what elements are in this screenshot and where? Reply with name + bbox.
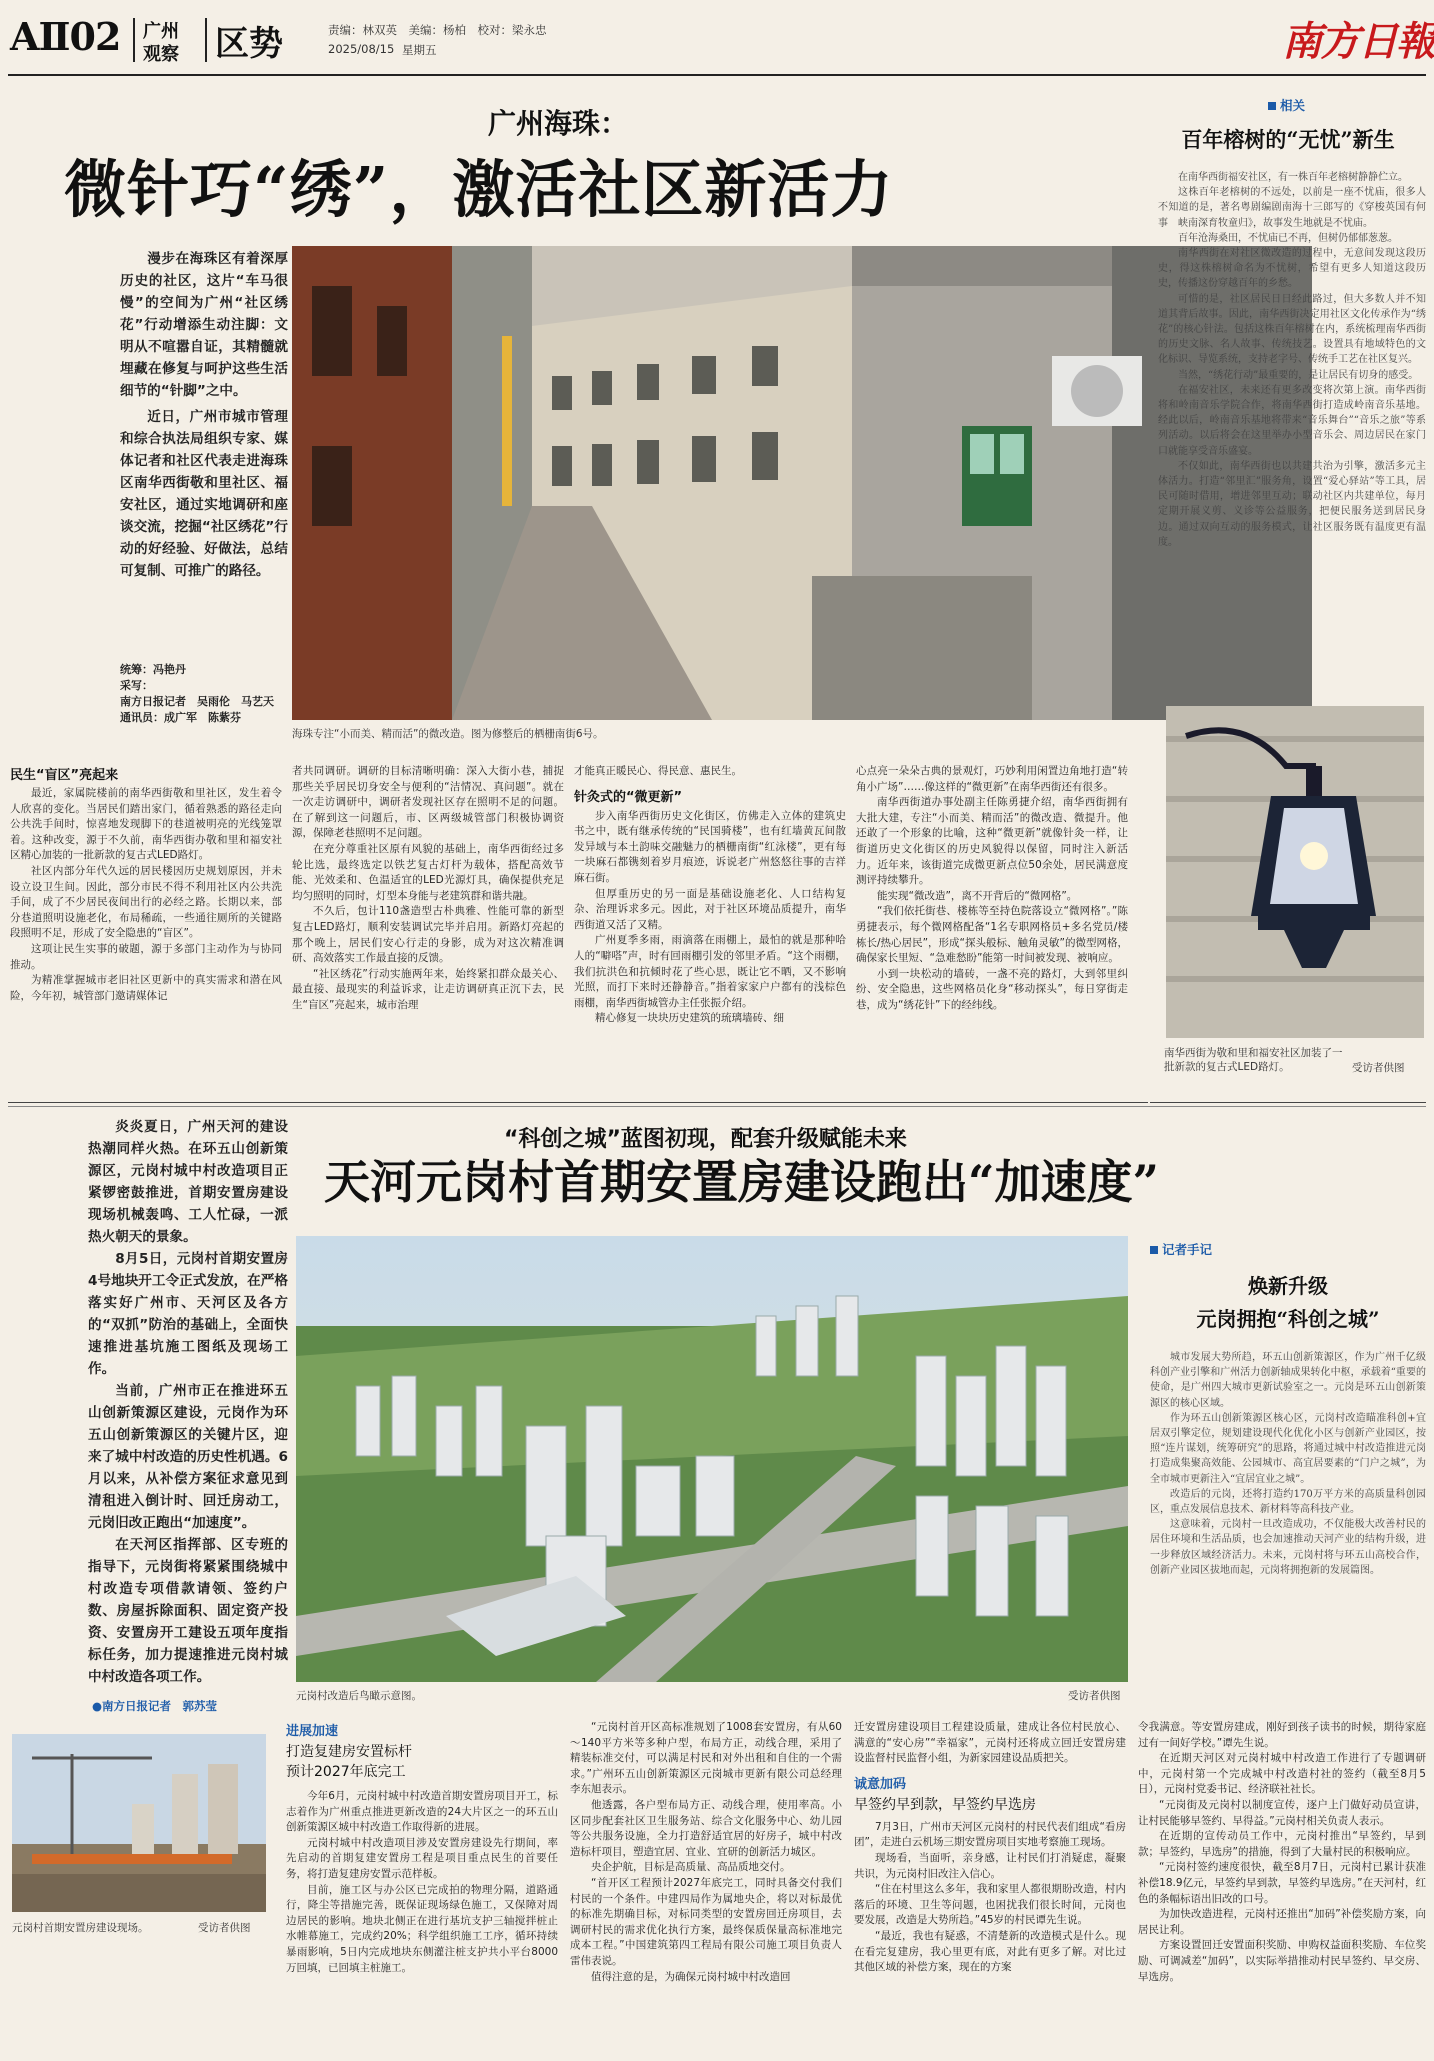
paragraph: 社区内部分年代久远的居民楼因历史规划原因，并未设立设卫生间。因此，部分市民不得不利用社区内公共洗手间，成了不少居民夜间出行的必经之路。长期以来，部分巷道照明设施老化，布局稀疏，一些通往厕所的关键路段照明不足，形成了安全隐患的“盲区”。 xyxy=(10,864,282,940)
paragraph: 现场看，当面听，亲身感，让村民们打消疑虑，凝聚共识，为元岗村旧改注入信心。 xyxy=(854,1851,1126,1880)
story1-column-4 xyxy=(856,764,1128,1102)
paragraph: “元岗街及元岗村以制度宣传，逐户上门做好动员宣讲，让村民能够早签约、早得益。”元岗村相关负责人表示。 xyxy=(1138,1798,1426,1827)
page-code: AⅡ02 xyxy=(10,14,121,59)
paragraph: 精心修复一块块历史建筑的琉璃墙砖、细 xyxy=(595,1012,784,1025)
sidebar-rule xyxy=(1150,1102,1426,1103)
story2-subhead-1-line1: 打造复建房安置标杆 xyxy=(286,1744,412,1760)
notes-title-2: 元岗拥抱“科创之城” xyxy=(1196,1307,1380,1331)
related-title: 百年榕树的“无忧”新生 xyxy=(1181,127,1395,152)
section-rule xyxy=(8,1102,1148,1103)
tag-square-icon xyxy=(1150,1246,1158,1254)
paragraph: 方案设置回迁安置面积奖励、申购权益面积奖励、车位奖励、可调减差“加码”，以实际举措推动村民早签约、早交房、早选房。 xyxy=(1138,1939,1426,1983)
paragraph: 在近期的宣传动员工作中，元岗村推出“早签约，早到款；早签约，早选房”的措施，得到了大量村民的积极响应。 xyxy=(1138,1830,1426,1858)
notes-tag: 记者手记 xyxy=(1150,1240,1426,1258)
notes-title-1: 焕新升级 xyxy=(1248,1274,1328,1298)
paragraph: 在福安社区，未来还有更多改变将次第上演。南华西街将和岭南音乐学院合作，将南华西街打造成岭南音乐基地。经此以后，岭南音乐基地将带来“音乐舞台”“音乐之旅”等系列活动。以后将会在这里举办小型音乐会、周边居民在家门口就能享受音乐盛宴。 xyxy=(1158,384,1426,457)
weekday: 星期五 xyxy=(402,43,437,57)
story2-column-1 xyxy=(286,1720,558,2055)
paragraph: 但厚重历史的另一面是基础设施老化、人口结构复杂、治理诉求多元。因此，对于社区环境品质提升，南华西街道又活了又精。 xyxy=(574,887,846,931)
paragraph: “住在村里这么多年，我和家里人都很期盼改造，村内落后的环境、卫生等问题，也困扰我们很长时间，元岗也要发展，改造是大势所趋。”45岁的村民谭先生说。 xyxy=(854,1883,1126,1927)
paragraph: 为精准掌握城市老旧社区更新中的真实需求和潜在风险，今年初，城管部门邀请媒体记 xyxy=(10,974,282,1002)
paragraph: 心点亮一朵朵古典的景观灯，巧妙利用闲置边角地打造“转角小广场”……像这样的“微更新”在南华西街还有很多。 xyxy=(856,765,1128,793)
paragraph: 这项让民生实事的破题，源于多部门主动作为与协同推动。 xyxy=(10,942,282,971)
editor-line: 责编：林双英 美编：杨柏 校对：梁永忠 xyxy=(328,23,547,37)
paragraph: 令我满意。等安置房建成，刚好到孩子读书的时候，期待家庭过有一间好学校。”谭先生说。 xyxy=(1138,1721,1426,1749)
date: 2025/08/15 xyxy=(328,42,395,56)
paragraph: 小到一块松动的墙砖，一盏不亮的路灯，大到邻里纠纷、安全隐患，这些网格员化身“移动探头”，每日穿街走巷，成为“绣花针”下的经纬线。 xyxy=(856,967,1128,1011)
credit-line: 采写： xyxy=(120,679,153,692)
story1-column-1 xyxy=(10,786,282,1102)
paragraph: “我们依托街巷、楼栋等至持色院落设立“微网格”。”陈勇捷表示，每个微网格配备“1名专职网格员+多名党员/楼栋长/热心居民”，形成“探头般标、触角灵敏”的微型网格，确保家长里短、“急难愁盼”能第一时间被发现、被响应。 xyxy=(856,905,1128,965)
paragraph: 城市发展大势所趋，环五山创新策源区，作为广州千亿级科创产业引擎和广州活力创新轴成果转化中枢，承载着“重要的使命，是广州四大城市更新试验室之一。元岗是环五山创新策源区的核心区域。 xyxy=(1150,1352,1426,1409)
tag-square-icon xyxy=(1268,102,1276,110)
story2-subhead-2-tag: 诚意加码 xyxy=(854,1776,907,1792)
intro-paragraph: 炎炎夏日，广州天河的建设热潮同样火热。在环五山创新策源区，元岗村城中村改造项目正紧锣密鼓推进，首期安置房建设现场机械轰鸣、工人忙碌，一派热火朝天的景象。 xyxy=(88,1119,288,1245)
story2-column-3 xyxy=(854,1720,1126,2055)
paragraph: 央企护航，目标是高质量、高品质地交付。 xyxy=(591,1861,791,1874)
construction-photo-caption: 元岗村首期安置房建设现场。 xyxy=(12,1922,149,1934)
paragraph: 不仅如此，南华西街也以共建共治为引擎，激活多元主体活力。打造“邻里汇”服务角，设置“爱心驿站”等工具，居民可随时借用，增进邻里互动；联动社区内共建单位，每月定期开展义剪、义诊等公益服务，把便民服务送到居民身边。通过双向互动的服务模式，让社区服务既有温度更有温度。 xyxy=(1158,460,1426,548)
paragraph: “首开区工程预计2027年底完工，同时具备交付我们村民的一个条件。中建四局作为属地央企，将以对标最优的标准先期确目标，对标同类型的安置房回迁房项目，去调研村民的需求优化执行方案，最终保质保量高标准地完成本工程。”中国建筑第四工程局有限公司施工项目负责人雷伟表说。 xyxy=(570,1876,842,1967)
aerial-photo-caption: 元岗村改造后鸟瞰示意图。 xyxy=(296,1690,422,1702)
story1-headline: 微针巧“绣”，激活社区新活力 xyxy=(64,153,894,226)
alley-photo-caption: 海珠专注“小而美、精而活”的微改造。图为修整后的栖栅南街6号。 xyxy=(292,728,604,740)
lamp-photo-caption: 南华西街为敬和里和福安社区加装了一批新款的复古式LED路灯。 xyxy=(1164,1047,1343,1073)
story1-subhead-1: 民生“盲区”亮起来 xyxy=(10,768,119,783)
construction-photo-credit: 受访者供图 xyxy=(198,1922,251,1934)
story2-column-2 xyxy=(570,1720,842,2055)
paragraph: 在近期天河区对元岗村城中村改造工作进行了专题调研中，元岗村第一个完成城中村改造村社的签约（截至8月5日），元岗村党委书记、经济联社社长。 xyxy=(1138,1752,1426,1796)
paragraph: 改造后的元岗，还将打造约170万平方米的高质量科创园区，重点发展信息技术、新材料等高科技产业。 xyxy=(1150,1488,1426,1516)
story2-subhead-2-line: 早签约早到款，早签约早选房 xyxy=(854,1796,1036,1813)
header-divider-2 xyxy=(205,18,207,62)
intro-paragraph: 当前，广州市正在推进环五山创新策源区建设，元岗作为环五山创新策源区的关键片区，迎来了城中村改造的历史性机遇。6月以来，从补偿方案征求意见到清租进入倒计时、回迁房动工，元岗旧改正跑出“加速度”。 xyxy=(88,1383,288,1531)
paragraph: 作为环五山创新策源区核心区，元岗村改造瞄准科创+宜居双引擎定位，规划建设现代化优化小区与创新产业园区，按照“连片谋划，统筹研究”的思路，将通过城中村改造推进元岗打造成集聚高效能、公园城市、高宜居要素的“门户之城”，为全市城市更新注入“宜居宜业之城”。 xyxy=(1150,1412,1426,1485)
paragraph: 为加快改造进程，元岗村还推出“加码”补偿奖励方案，向居民让利。 xyxy=(1138,1908,1426,1936)
intro-paragraph: 在天河区指挥部、区专班的指导下，元岗街将紧紧围绕城中村改造专项借款请领、签约户数、房屋拆除面积、固定资产投资、安置房开工建设五项年度指标任务，加力提速推进元岗村城中村改造各项工作。 xyxy=(88,1537,288,1685)
paragraph: 南华西街在对社区微改造的过程中，无意间发现这段历史，得这株榕树命名为不忧树，希望有更多人知道这段历史，传播这份穿越百年的乡愁。 xyxy=(1158,248,1426,290)
story1-subhead-2: 针灸式的“微更新” xyxy=(574,789,683,805)
paragraph: 百年沧海桑田，不忧庙已不再，但树仍郁郁葱葱。 xyxy=(1178,232,1398,244)
street-lamp-photo xyxy=(1166,706,1424,1038)
section-right: 区势 xyxy=(215,24,283,64)
paragraph: 他透露，各户型布局方正、动线合理，使用率高。小区同步配套社区卫生服务站、综合文化服务中心、幼儿园等公共服务设施，全力打造舒适宜居的好房子，城中村改造标杆项目，塑造宜居、宜业、宜研的创新活力城区。 xyxy=(570,1798,842,1858)
paragraph: 迁安置房建设项目工程建设质量，建成让各位村民放心、满意的“安心房”“幸福家”，元岗村还将成立回迁安置房建设监督村民监督小组，为新家园建设品质把关。 xyxy=(854,1721,1126,1765)
related-tag: 相关 xyxy=(1268,96,1426,114)
section-left-bottom: 观察 xyxy=(143,44,179,65)
aerial-rendering-photo xyxy=(296,1236,1128,1682)
intro-paragraph: 8月5日，元岗村首期安置房4号地块开工令正式发放，在严格落实好广州市、天河区及各方的“双抓”防治的基础上，全面快速推进基坑施工图纸及现场工作。 xyxy=(88,1251,288,1377)
credit-line: 通讯员：成广军 陈紫芬 xyxy=(120,711,241,724)
construction-site-photo xyxy=(12,1734,266,1912)
story2-column-4 xyxy=(1138,1720,1426,2055)
paragraph: 南华西街道办事处副主任陈勇捷介绍，南华西街拥有大批大建，专注“小而美、精而活”的微改造、微提升。他还敢了一个形象的比喻，这种“微更新”就像针灸一样，让街道历史文化街区的历史风貌得以保留，同时注入新活力。近年来，该街道完成微更新点位50余处，居民满意度测评持续攀升。 xyxy=(856,796,1128,887)
header-divider xyxy=(133,18,135,62)
paragraph: “社区绣花”行动实施两年来，始终紧扣群众最关心、最直接、最现实的利益诉求，让走访调研真正沉下去，民生“盲区”亮起来，城市治理 xyxy=(292,967,564,1011)
intro-paragraph: 漫步在海珠区有着深厚历史的社区，这片“车马很慢”的空间为广州“社区绣花”行动增添生动注脚：文明从不喧嚣自证，其精髓就埋藏在修复与呵护这些生活细节的“针脚”之中。 xyxy=(120,251,288,399)
paragraph: 值得注意的是，为确保元岗村城中村改造回 xyxy=(591,1970,791,1983)
page-header xyxy=(0,0,1434,82)
section-left-top: 广州 xyxy=(143,21,179,42)
paragraph: 步入南华西街历史文化街区，仿佛走入立体的建筑史书之中，既有继承传统的“民国骑楼”，也有红墙黄瓦间散发异域与本土韵味交融魅力的栖栅南街“红泳楼”，更有每一块麻石都镌刻着岁月痕迹，诉说老广州悠悠往事的吉祥麻石街。 xyxy=(574,809,846,884)
paragraph: 这意味着，元岗村一旦改造成功，不仅能极大改善村民的居住环境和生活品质，也会加速推动天河产业的结构升级，进一步释放区域经济活力。未来，元岗村将与环五山高校合作，创新产业园区拔地而起，元岗将拥抱新的发展篇图。 xyxy=(1150,1519,1426,1576)
related-panel xyxy=(1150,96,1426,680)
story1-intro xyxy=(120,248,288,582)
story2-intro xyxy=(88,1116,288,1688)
story1-column-2 xyxy=(292,764,564,1102)
paragraph: 广州夏季多雨，雨滴落在雨棚上，最怕的就是那种哈人的“噼嗒”声，时有回雨棚引发的邻里矛盾。“这个雨棚，我们抗洪色和抗倾时花了些心思，既让它不晒，又不影响光照，而打下来时还静静音。”指着家家户户都有的浅棕色雨棚，南华西街城管办主任张振介绍。 xyxy=(574,934,846,1009)
related-body xyxy=(1158,170,1426,680)
credit-line: 南方日报记者 吴雨伦 马艺天 xyxy=(120,695,274,708)
paragraph: 目前，施工区与办公区已完成拍的物理分隔，道路通行，降尘等措施完善，既保证现场绿色施工，又保障对周边居民的影响。地块北侧正在进行基坑支护三轴搅拌桩止水帷幕施工，完成约20%；科学组织施工工序，循环持续暴雨影响，5日内完成地块东侧灌注桩支护共小平台8000万回填，已回填主桩施工。 xyxy=(286,1883,558,1974)
header-rule xyxy=(8,74,1426,76)
section-rule-2 xyxy=(8,1106,1426,1107)
paragraph: 不久后，包计110盏造型古朴典雅、性能可靠的新型复古LED路灯，顺利安装调试完毕并启用。新路灯亮起的那个晚上，居民们安心行走的身影，成为对这次精准调研、高效落实工作最直接的反馈。 xyxy=(292,905,564,965)
paragraph: “元岗村首开区高标准规划了1008套安置房，有从60～140平方米等多种户型，布局方正，动线合理，采用了精装标准交付，可以满足村民和对外出租和自住的一个需求。”广州环五山创新策源区元岗城市更新有限公司总经理李东旭表示。 xyxy=(570,1721,842,1796)
paragraph: 才能真正暖民心、得民意、惠民生。 xyxy=(574,765,742,777)
story2-kicker: “科创之城”蓝图初现，配套升级赋能未来 xyxy=(504,1127,907,1152)
paragraph: 在充分尊重社区原有风貌的基础上，南华西街经过多轮比选，最终选定以铁艺复古灯杆为载体，搭配高效节能、光效柔和、色温适宜的LED光源灯具，确保提供充足均匀照明的同时，灯型本身能与老建筑群和谐共融。 xyxy=(292,842,564,902)
lamp-photo-credit: 受访者供图 xyxy=(1352,1062,1405,1074)
story2-headline: 天河元岗村首期安置房建设跑出“加速度” xyxy=(324,1155,1159,1209)
paragraph: 今年6月，元岗村城中村改造首期安置房项目开工，标志着作为广州重点推进更新改造的24大片区之一的环五山创新策源区城中村改造工作取得新的进展。 xyxy=(286,1790,558,1834)
paragraph: 这株百年老榕树的不远处，以前是一座不忧庙，很多人不知道的是，著名粤剧编剧南海十三郎写的《穿梭英国有何事 峡南深育牧童归》，故事发生地就是不忧庙。 xyxy=(1158,187,1426,229)
paragraph: 者共同调研。调研的目标清晰明确：深入大街小巷，捕捉那些关乎居民切身安全与便利的“洁情况、真问题”。就在一次走访调研中，调研者发现社区存在照明不足的问题。在了解到这一问题后，市、区两级城管部门积极协调资源，保障老巷照明不足问题。 xyxy=(292,765,564,840)
paragraph: 能实现“微改造”，离不开背后的“微网格”。 xyxy=(877,889,1078,902)
intro-paragraph: 近日，广州市城市管理和综合执法局组织专家、媒体记者和社区代表走进海珠区南华西街敬和里社区、福安社区，通过实地调研和座谈交流，挖掘“社区绣花”行动的好经验、好做法，总结可复制、可推广的路径。 xyxy=(120,409,288,579)
notes-body xyxy=(1150,1350,1426,1720)
paragraph: 在南华西街福安社区，有一株百年老榕树静静伫立。 xyxy=(1178,172,1408,183)
story1-credits xyxy=(120,662,274,726)
story2-byline: ●南方日报记者 郭苏莹 xyxy=(92,1699,218,1713)
newspaper-logo: 南方日報 xyxy=(1282,18,1434,65)
aerial-photo-credit: 受访者供图 xyxy=(1068,1690,1121,1702)
paragraph: “最近，我也有疑惑，不清楚新的改造模式是什么。现在看完复建房，我心里更有底，对此有更多了解。对比过其他区域的补偿方案，现在的方案 xyxy=(854,1929,1126,1974)
paragraph: 元岗村城中村改造项目涉及安置房建设先行期间，率先启动的首期复建安置房工程是项目重点民生的首要任务，将打造复建房安置示范样板。 xyxy=(286,1836,558,1880)
paragraph: “元岗村签约速度很快，截至8月7日，元岗村已累计获准补偿18.9亿元，早签约早到款，早签约早选房。”在天河村，红色的条幅标语出旧改的口号。 xyxy=(1138,1861,1426,1905)
reporter-notes-panel xyxy=(1150,1240,1426,1720)
credit-line: 统筹：冯艳丹 xyxy=(120,663,186,676)
story1-column-3 xyxy=(574,764,846,1102)
story2-subhead-1-tag: 进展加速 xyxy=(286,1724,339,1739)
paragraph: 7月3日，广州市天河区元岗村的村民代表们组成“看房团”，走进白云机场三期安置房项目实地考察施工现场。 xyxy=(854,1820,1126,1849)
paragraph: 最近，家属院楼前的南华西街敬和里社区，发生着令人欣喜的变化。当居民们踏出家门，循着熟悉的路径走向公共洗手间时，惊喜地发现脚下的巷道被明亮的光线笼罩着。这种改变，源于不久前，南华西街办敬和里和福安社区精心加装的一批新款的复古式LED路灯。 xyxy=(10,787,282,862)
story1-kicker: 广州海珠： xyxy=(488,107,629,140)
paragraph: 可惜的是，社区居民日日经此路过，但大多数人并不知道其背后故事。因此，南华西街决定用社区文化传承作为“绣花”的核心针法。包括这株百年榕树在内，系统梳理南华西街的历史文脉、名人故事、传统技艺。设置具有地域特色的文化标识、导览系统，支持老字号、传统手工艺在社区复兴。 xyxy=(1158,293,1426,366)
paragraph: 当然，“绣花行动”最重要的，是让居民有切身的感受。 xyxy=(1178,369,1419,381)
story2-subhead-1-line2: 预计2027年底完工 xyxy=(286,1764,406,1780)
